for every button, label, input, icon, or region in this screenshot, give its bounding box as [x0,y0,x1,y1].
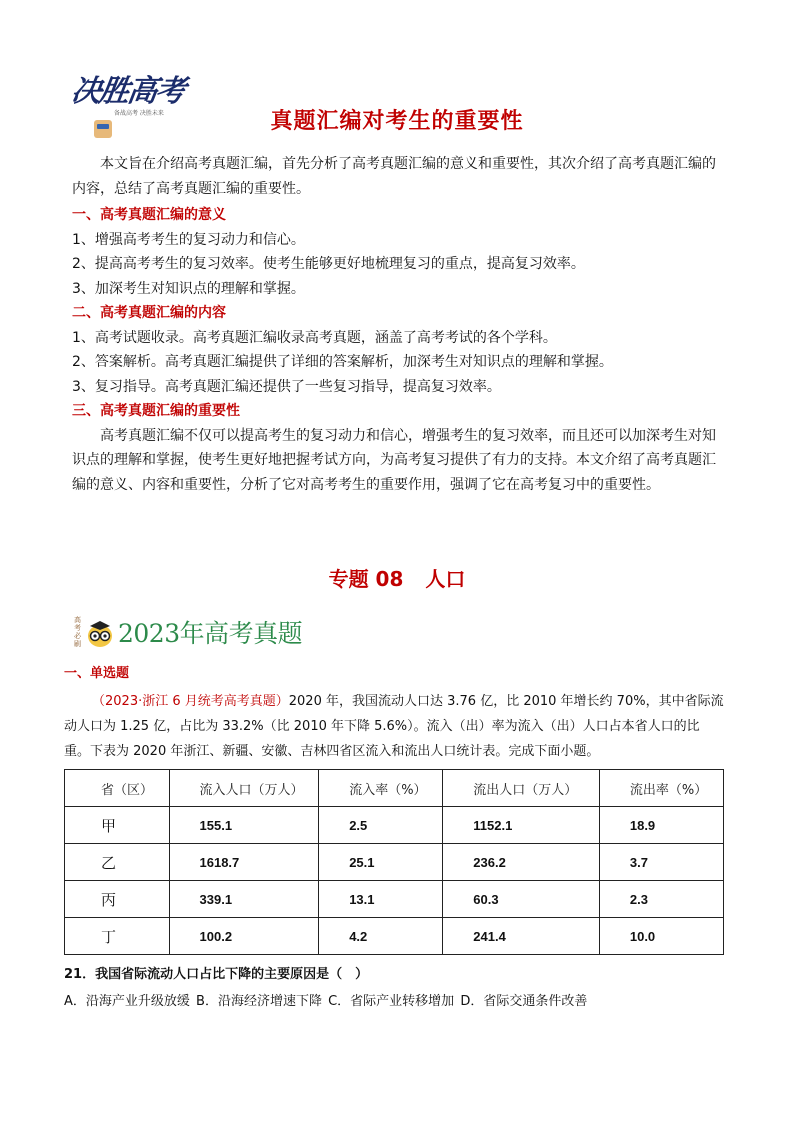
table-header-cell: 流出人口（万人） [443,770,600,807]
topic-label: 专题 08 [328,567,404,591]
table-header-cell: 流入人口（万人） [169,770,319,807]
table-cell: 241.4 [443,918,600,955]
table-row [65,918,724,955]
table-cell: 13.1 [319,881,443,918]
question-stem [64,689,724,764]
section-1 [72,203,724,497]
list-item: 3、加深考生对知识点的理解和掌握。 [72,280,305,297]
table-cell: 339.1 [169,881,319,918]
section-2-heading: 二、高考真题汇编的内容 [72,305,226,321]
table-row [65,807,724,844]
banner-title: 2023年高考真题 [118,619,303,648]
table-cell: 236.2 [443,844,600,881]
option-d[interactable]: D．省际交通条件改善 [460,994,588,1009]
question-21-stem: 21．我国省际流动人口占比下降的主要原因是（ ） [64,967,369,982]
option-b[interactable]: B．沿海经济增速下降 [196,994,322,1009]
data-table [64,769,724,955]
question-21-options [64,990,589,1009]
table-header-cell: 流出率（%） [599,770,723,807]
intro-paragraph: 本文旨在介绍高考真题汇编，首先分析了高考真题汇编的意义和重要性，其次介绍了高考真题汇编的内容，总结了高考真题汇编的重要性。 [72,156,716,197]
table-cell: 1618.7 [169,844,319,881]
table-cell: 18.9 [599,807,723,844]
table-cell: 4.2 [319,918,443,955]
table-header-cell: 流入率（%） [319,770,443,807]
table-cell: 甲 [65,807,170,844]
section-1-heading: 一、高考真题汇编的意义 [72,207,226,223]
list-item: 1、增强高考考生的复习动力和信心。 [72,231,305,248]
list-item: 3、复习指导。高考真题汇编还提供了一些复习指导，提高复习效率。 [72,378,501,395]
list-item: 2、提高高考考生的复习效率。使考生能够更好地梳理复习的重点，提高复习效率。 [72,256,585,272]
list-item: 1、高考试题收录。高考真题汇编收录高考真题，涵盖了高考考试的各个学科。 [72,329,557,346]
table-cell: 丙 [65,881,170,918]
table-header-cell: 省（区） [65,770,170,807]
table-cell: 2.3 [599,881,723,918]
table-row [65,881,724,918]
banner-side-text: 高考必刷 [74,616,81,648]
section-3-heading: 三、高考真题汇编的重要性 [72,403,240,419]
table-cell: 乙 [65,844,170,881]
section-3-paragraph: 高考真题汇编不仅可以提高考生的复习动力和信心，增强考生的复习效率，而且还可以加深考生对知识点的理解和掌握，使考生更好地把握考试方向，为高考复习提供了有力的支持。本文介绍了高考真题汇编的意义、内容和重要性，分析了它对高考考生的重要作用，强调了它在高考复习中的重要性。 [72,427,716,493]
question-section-label: 一、单选题 [64,666,130,681]
page-title: 真题汇编对考生的重要性 [270,109,524,134]
table-cell: 3.7 [599,844,723,881]
table-cell: 10.0 [599,918,723,955]
table-cell: 丁 [65,918,170,955]
table-cell: 2.5 [319,807,443,844]
logo-subtext: 备战高考 决胜未来 [114,110,164,117]
owl-mascot-icon [86,620,114,648]
table-cell: 100.2 [169,918,319,955]
table-row [65,844,724,881]
table-header-row [65,770,724,807]
topic-name: 人口 [425,567,466,591]
question-text: 2020 年，我国流动人口达 3.76 亿，比 2010 年增长约 70%，其中省际流动人口为 1.25 亿，占比为 33.2%（比 2010 年下降 5.6%）。流入（出）率为流入（出）人口占本省人口的比重。下表为 2020 年浙江、新疆、安徽、吉林四省区流入和流出人口统计表。完成下面小题。 [64,694,724,759]
list-item: 2、答案解析。高考真题汇编提供了详细的答案解析，加深考生对知识点的理解和掌握。 [72,354,613,370]
question-source: （2023·浙江 6 月统考高考真题） [92,694,289,709]
year-banner [70,612,370,652]
table-cell: 155.1 [169,807,319,844]
table-cell: 25.1 [319,844,443,881]
option-c[interactable]: C．省际产业转移增加 [328,994,455,1009]
table-cell: 60.3 [443,881,600,918]
topic-title [0,563,794,592]
logo-text: 决胜高考 [69,74,186,109]
table-cell: 1152.1 [443,807,600,844]
option-a[interactable]: A．沿海产业升级放缓 [64,994,190,1009]
